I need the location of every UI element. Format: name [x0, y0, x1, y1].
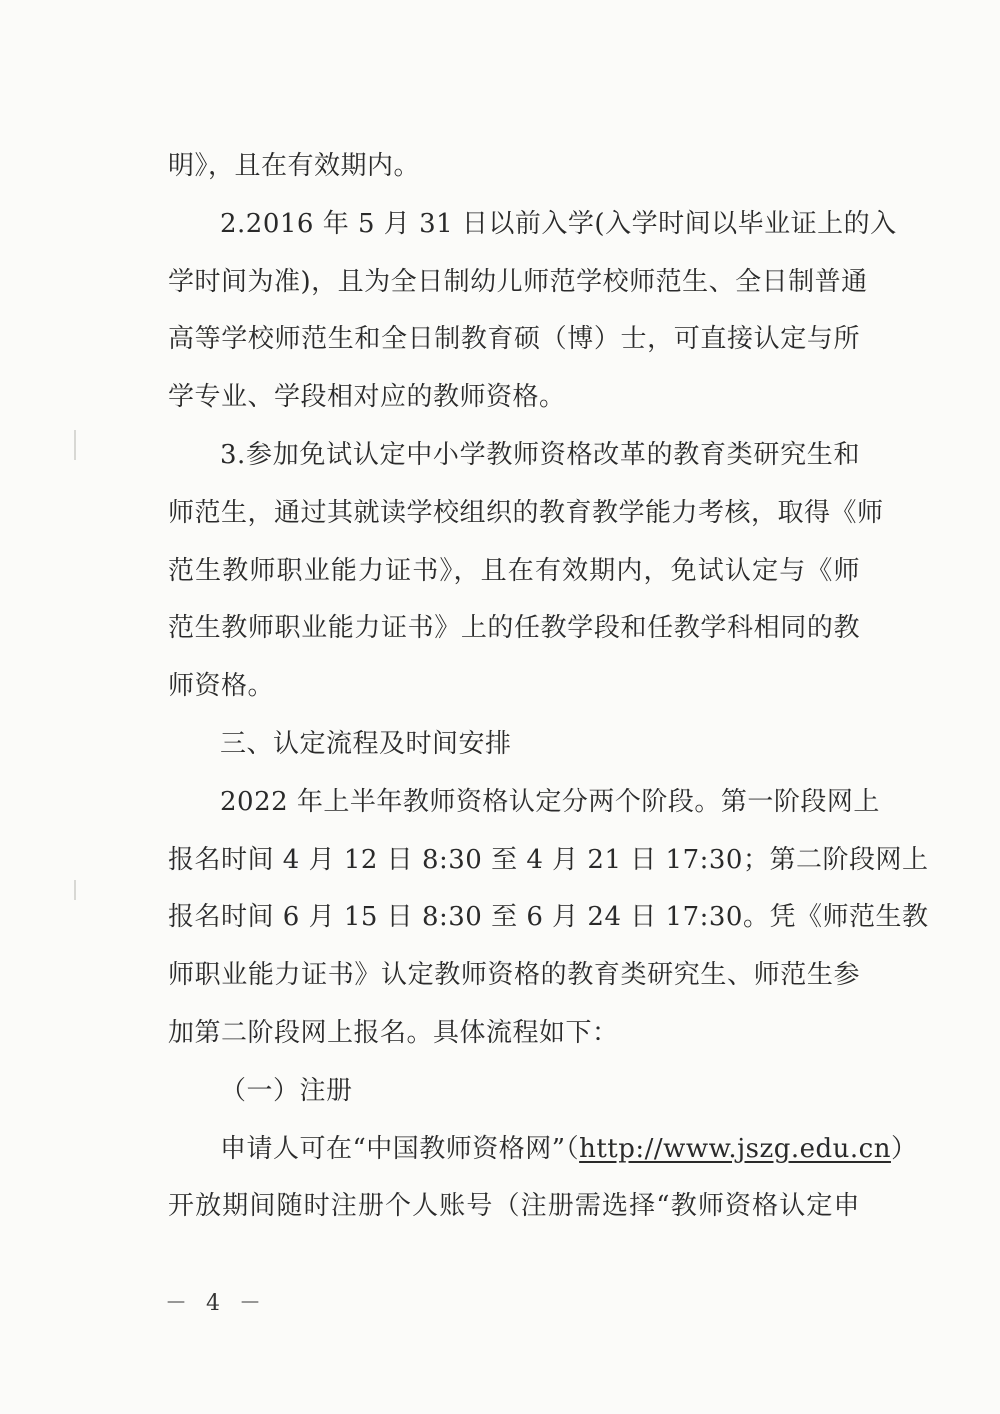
section-heading: 三、认定流程及时间安排: [220, 728, 512, 759]
text-line: 师范生，通过其就读学校组织的教育教学能力考核，取得《师: [168, 497, 884, 528]
url-line-prefix: 申请人可在“中国教师资格网”（: [220, 1133, 580, 1164]
page-number: － 4 －: [165, 1291, 267, 1316]
text-line: 报名时间 4 月 12 日 8:30 至 4 月 21 日 17:30；第二阶段网上: [168, 844, 929, 875]
scan-artifact: [74, 880, 76, 900]
text-line: 报名时间 6 月 15 日 8:30 至 6 月 24 日 17:30。凭《师范生教: [168, 902, 929, 933]
text-line: 高等学校师范生和全日制教育硕（博）士，可直接认定与所: [168, 324, 860, 355]
text-line: 2022 年上半年教师资格认定分两个阶段。第一阶段网上: [220, 786, 880, 817]
text-line: 师职业能力证书》认定教师资格的教育类研究生、师范生参: [168, 960, 860, 991]
text-line: 明》，且在有效期内。: [168, 151, 421, 181]
text-line: 学专业、学段相对应的教师资格。: [168, 382, 566, 413]
text-line: 2.2016 年 5 月 31 日以前入学(入学时间以毕业证上的入: [220, 208, 897, 239]
url-line-suffix: ）: [890, 1133, 918, 1164]
text-line: 3.参加免试认定中小学教师资格改革的教育类研究生和: [220, 439, 860, 470]
document-body: [168, 138, 929, 1236]
text-line: 范生教师职业能力证书》，且在有效期内，免试认定与《师: [168, 555, 860, 586]
text-line: 师资格。: [168, 671, 275, 702]
text-line: 学时间为准)，且为全日制幼儿师范学校师范生、全日制普通: [168, 266, 868, 297]
scan-artifact: [74, 430, 76, 460]
text-line: 范生教师职业能力证书》上的任教学段和任教学科相同的教: [168, 613, 860, 644]
text-line: 加第二阶段网上报名。具体流程如下：: [168, 1017, 619, 1048]
subsection-heading: （一）注册: [220, 1075, 353, 1106]
text-line: 开放期间随时注册个人账号（注册需选择“教师资格认定申: [168, 1191, 860, 1222]
website-link[interactable]: http://www.jszg.edu.cn: [579, 1133, 891, 1164]
text-line-with-url: [168, 1121, 918, 1179]
